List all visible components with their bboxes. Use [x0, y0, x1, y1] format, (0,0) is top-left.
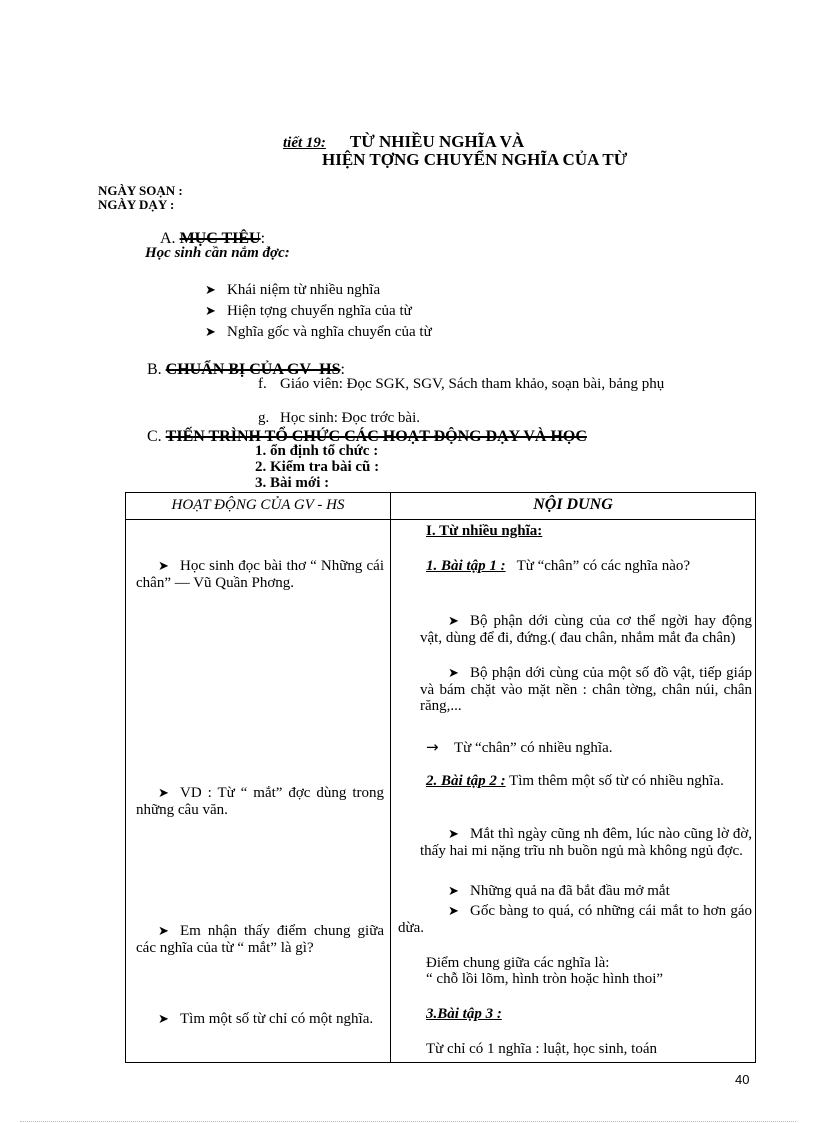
lesson-title-line1: [283, 132, 524, 152]
exercise-1-bullet: [420, 613, 752, 646]
exercise-3-label: 3.Bài tập 3 :: [426, 1006, 502, 1022]
objective-text: Hiện tợng chuyển nghĩa của từ: [227, 303, 412, 319]
section-a-title: MỤC TIÊU: [179, 230, 261, 247]
arrowhead-bullet-icon: ➤: [448, 827, 459, 842]
exercise-2-bullet-text: Mắt thì ngày cũng nh đêm, lúc nào cũng lờ đờ, thấy hai mi nặng trĩu nh buồn ngủ mà không ngủ đợc.: [420, 826, 752, 859]
section-a-subtitle: Học sinh cần nắm đợc:: [145, 245, 290, 261]
header-activities: HOẠT ĐỘNG CỦA GV - HS: [171, 497, 345, 513]
prep-student-label: g.: [258, 410, 270, 426]
arrowhead-bullet-icon: ➤: [158, 786, 169, 801]
objective-text: Nghĩa gốc và nghĩa chuyển của từ: [227, 324, 432, 340]
prep-teacher-label: f.: [258, 376, 267, 392]
section-a-prefix: A.: [160, 230, 176, 247]
prep-student: [258, 410, 420, 427]
section-b-title: CHUẨN BỊ CỦA GV- HS: [165, 361, 341, 378]
exercise-3-text: Từ chỉ có 1 nghĩa : luật, học sinh, toán: [426, 1041, 657, 1057]
exercise-1-bullet-text: Bộ phận dới cùng của cơ thể ngời hay động vật, dùng để đi, đứng.( đau chân, nhắm mắt đa chân): [420, 613, 752, 646]
activity-text: Em nhận thấy điểm chung giữa các nghĩa của từ “ mắt” là gì?: [136, 923, 384, 956]
objective-item: [205, 303, 412, 320]
objective-item: [205, 324, 432, 341]
section-1-heading: I. Từ nhiều nghĩa:: [426, 523, 543, 539]
common-point-text: “ chỗ lồi lõm, hình tròn hoặc hình thoi”: [426, 971, 664, 987]
header-content: NỘI DUNG: [533, 496, 613, 513]
section-c-prefix: C.: [147, 428, 162, 445]
procedure-step: 2. Kiểm tra bài cũ :: [255, 459, 380, 475]
activity-item: [136, 923, 384, 956]
arrowhead-bullet-icon: ➤: [205, 283, 216, 298]
exercise-2-bullet-text: Những quả na đã bắt đầu mở mắt: [470, 883, 670, 899]
exercise-2-label: 2. Bài tập 2 :: [426, 773, 506, 789]
activity-text: Học sinh đọc bài thơ “ Những cái chân” — Vũ Quần Phơng.: [136, 558, 384, 591]
procedure-step: 1. ổn định tổ chức :: [255, 443, 379, 459]
lesson-table: [125, 492, 756, 1063]
procedure-step: 3. Bài mới :: [255, 475, 330, 491]
column-divider: [390, 493, 391, 1062]
activity-text: VD : Từ “ mắt” đợc dùng trong những câu văn.: [136, 785, 384, 818]
exercise-1-text: Từ “chân” có các nghĩa nào?: [516, 558, 691, 574]
footer-divider: [20, 1121, 796, 1122]
exercise-2-bullet-text: Gốc bàng to quá, có những cái mắt to hơn gáo dừa.: [398, 903, 752, 936]
prep-teacher: [258, 376, 763, 392]
exercise-2: [398, 773, 752, 789]
exercise-2-text: Tìm thêm một số từ có nhiều nghĩa.: [509, 773, 724, 789]
prep-teacher-text: Giáo viên: Đọc SGK, SGV, Sách tham khảo, soạn bài, bảng phụ: [280, 376, 665, 392]
section-c-title: TIẾN TRÌNH TỔ CHỨC CÁC HOẠT ĐỘNG DẠY VÀ HỌC: [165, 428, 587, 445]
title-text-1: TỪ NHIỀU NGHĨA VÀ: [349, 132, 525, 151]
lesson-title-line2: HIỆN TỢNG CHUYỂN NGHĨA CỦA TỪ: [322, 150, 628, 169]
arrowhead-bullet-icon: ➤: [158, 924, 169, 939]
lesson-number: tiết 19:: [283, 135, 326, 151]
section-b-colon: :: [340, 361, 345, 378]
exercise-2-bullet: [420, 883, 752, 900]
date-taught: NGÀY DẠY :: [98, 197, 175, 212]
date-prepared: NGÀY SOẠN :: [98, 183, 183, 198]
activity-item: [136, 785, 384, 818]
page-number: 40: [735, 1072, 750, 1087]
right-arrow-icon: →: [426, 738, 439, 756]
objective-text: Khái niệm từ nhiều nghĩa: [227, 282, 381, 298]
exercise-1-conclusion-text: Từ “chân” có nhiều nghĩa.: [454, 740, 613, 756]
arrowhead-bullet-icon: ➤: [205, 304, 216, 319]
activity-item: [136, 1011, 384, 1028]
exercise-1: [398, 558, 752, 574]
exercise-1-conclusion: [426, 739, 612, 756]
activity-text: Tìm một số từ chỉ có một nghĩa.: [180, 1011, 374, 1027]
exercise-1-bullet-text: Bộ phận dới cùng của một số đồ vật, tiếp giáp và bám chặt vào mặt nền : chân tờng, chân núi, chân răng,...: [420, 665, 752, 714]
arrowhead-bullet-icon: ➤: [448, 666, 459, 681]
arrowhead-bullet-icon: ➤: [448, 904, 459, 919]
objective-item: [205, 282, 380, 299]
section-b-prefix: B.: [147, 361, 162, 378]
arrowhead-bullet-icon: ➤: [205, 325, 216, 340]
arrowhead-bullet-icon: ➤: [448, 614, 459, 629]
arrowhead-bullet-icon: ➤: [158, 1012, 169, 1027]
exercise-1-label: 1. Bài tập 1 :: [426, 558, 506, 574]
exercise-2-bullet: [398, 903, 752, 936]
header-divider: [126, 519, 755, 520]
exercise-2-bullet: [420, 826, 752, 859]
arrowhead-bullet-icon: ➤: [448, 884, 459, 899]
arrowhead-bullet-icon: ➤: [158, 559, 169, 574]
section-a-colon: :: [260, 230, 266, 247]
common-point-label: Điểm chung giữa các nghĩa là:: [426, 955, 610, 971]
exercise-1-bullet: [420, 665, 752, 714]
activity-item: [136, 558, 384, 591]
prep-student-text: Học sinh: Đọc trớc bài.: [280, 410, 420, 426]
